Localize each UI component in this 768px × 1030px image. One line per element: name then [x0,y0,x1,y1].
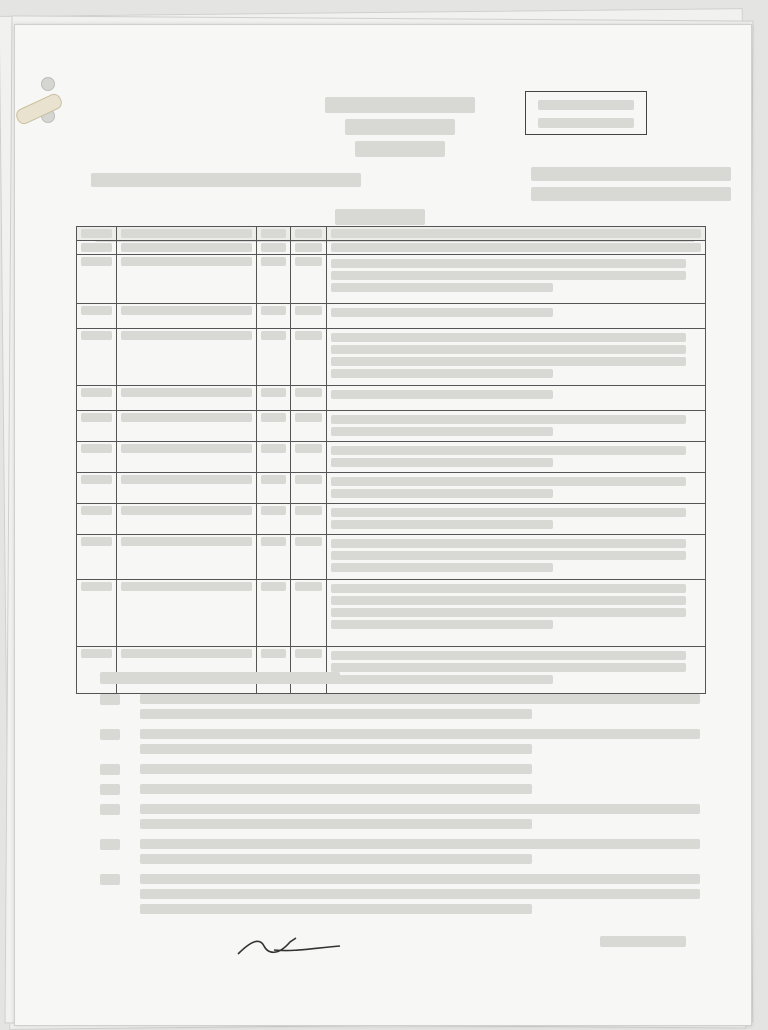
age-cell [291,411,327,442]
post-name-cell [117,535,257,580]
column-number [77,241,117,255]
qualification-line [331,390,553,399]
post-name-cell [117,504,257,535]
qualification-line [331,271,686,280]
qualification-line [331,283,553,292]
motto-line [538,118,634,128]
column-header [117,227,257,241]
column-number [117,241,257,255]
column-number [257,241,291,255]
date-line [531,167,731,181]
condition-line [140,854,532,864]
conditions-section [100,672,700,924]
table-row [77,504,706,535]
table-row [77,386,706,411]
post-count-cell [257,535,291,580]
table-row [77,473,706,504]
qualification-cell [327,580,706,647]
column-header [257,227,291,241]
condition-number [100,874,120,885]
qualification-line [331,308,553,317]
post-count-cell [257,386,291,411]
post-count-cell [257,304,291,329]
post-count-cell [257,411,291,442]
condition-number [100,784,120,795]
condition-number [100,694,120,705]
age-cell [291,535,327,580]
qualification-line [331,369,553,378]
motto-line [538,100,634,110]
column-header [327,227,706,241]
motto-box [525,91,647,135]
qualification-cell [327,329,706,386]
condition-number [100,729,120,740]
qualification-cell [327,473,706,504]
qualification-line [331,584,686,593]
post-name-cell [117,473,257,504]
signature-mark [234,932,344,960]
serial-cell [77,411,117,442]
qualification-line [331,651,686,660]
qualification-line [331,520,553,529]
qualification-line [331,259,686,268]
condition-item [100,694,700,719]
age-cell [291,255,327,304]
post-count-cell [257,255,291,304]
serial-cell [77,442,117,473]
header-line [325,97,475,113]
serial-cell [77,329,117,386]
condition-line [140,744,532,754]
post-count-cell [257,329,291,386]
age-cell [291,386,327,411]
qualification-cell [327,386,706,411]
serial-cell [77,504,117,535]
header-line [345,119,455,135]
condition-number [100,764,120,775]
qualification-cell [327,255,706,304]
qualification-line [331,508,686,517]
serial-cell [77,386,117,411]
post-name-cell [117,580,257,647]
qualification-line [331,551,686,560]
table-row [77,411,706,442]
condition-item [100,764,700,774]
age-cell [291,329,327,386]
column-number [327,241,706,255]
condition-line [140,904,532,914]
serial-cell [77,304,117,329]
serial-cell [77,580,117,647]
age-cell [291,304,327,329]
qualification-cell [327,535,706,580]
date-block [501,161,731,207]
column-number [291,241,327,255]
post-name-cell [117,442,257,473]
file-tag-string [14,92,64,127]
post-name-cell [117,411,257,442]
condition-line [140,729,700,739]
column-header [291,227,327,241]
qualification-line [331,415,686,424]
condition-line [140,694,700,704]
qualification-line [331,357,686,366]
qualification-cell [327,504,706,535]
qualification-line [331,539,686,548]
condition-line [140,804,700,814]
qualification-line [331,333,686,342]
table-row [77,304,706,329]
column-number-row [77,241,706,255]
header-line [355,141,445,157]
table-row [77,535,706,580]
serial-cell [77,255,117,304]
punch-hole [41,77,55,91]
condition-line [140,819,532,829]
table-row [77,580,706,647]
qualification-cell [327,304,706,329]
reference-row [91,161,731,207]
condition-number [100,804,120,815]
table-row [77,255,706,304]
qualification-line [331,620,553,629]
recruitment-table [76,226,706,694]
post-count-cell [257,504,291,535]
condition-item [100,874,700,914]
condition-item [100,839,700,864]
age-cell [291,473,327,504]
condition-item [100,804,700,829]
post-count-cell [257,442,291,473]
age-cell [291,580,327,647]
serial-cell [77,535,117,580]
qualification-line [331,427,553,436]
post-name-cell [117,386,257,411]
notice-title [335,209,425,225]
reference-number [91,173,361,187]
qualification-line [331,608,686,617]
post-name-cell [117,304,257,329]
next-page-label [600,936,686,947]
office-header [275,97,525,163]
condition-item [100,729,700,754]
qualification-line [331,563,553,572]
qualification-line [331,489,553,498]
post-count-cell [257,580,291,647]
post-name-cell [117,255,257,304]
qualification-line [331,345,686,354]
qualification-line [331,477,686,486]
condition-line [140,889,700,899]
qualification-line [331,446,686,455]
table-header-row [77,227,706,241]
qualification-cell [327,442,706,473]
date-line [531,187,731,201]
age-cell [291,442,327,473]
condition-line [140,709,532,719]
condition-line [140,839,700,849]
qualification-line [331,596,686,605]
condition-line [140,764,532,774]
serial-cell [77,473,117,504]
conditions-heading [100,672,340,684]
column-header [77,227,117,241]
qualification-line [331,663,686,672]
qualification-line [331,458,553,467]
condition-line [140,874,700,884]
post-count-cell [257,473,291,504]
condition-number [100,839,120,850]
qualification-cell [327,411,706,442]
condition-line [140,784,532,794]
post-name-cell [117,329,257,386]
condition-item [100,784,700,794]
table-row [77,329,706,386]
table-row [77,442,706,473]
age-cell [291,504,327,535]
